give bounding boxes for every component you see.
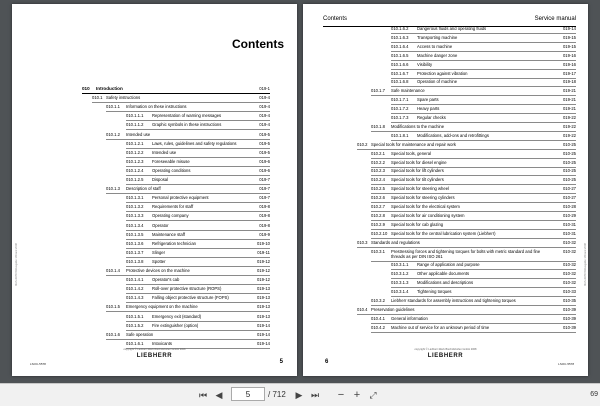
- toc-entry-number: 010.3.1.4: [391, 289, 409, 295]
- toc-entry-title: Special tools for diesel engine: [391, 159, 447, 165]
- toc-entry-number: 010.4: [357, 306, 368, 312]
- toc-entry-title: Spotter: [152, 258, 166, 264]
- toc-entry-page: 019-8: [259, 222, 270, 228]
- toc-entry[interactable]: [357, 142, 576, 150]
- page-number: 6: [325, 359, 329, 365]
- toc-entry-page: 019-10: [256, 240, 270, 246]
- toc-entry-title: Safe operation: [126, 331, 154, 337]
- toc-entry[interactable]: [126, 195, 270, 203]
- toc-entry-page: 019-6: [259, 167, 270, 173]
- toc-entry-page: 019-14: [562, 26, 576, 31]
- toc-entry-title: General information: [391, 315, 428, 321]
- toc-entry-page: 019-16: [562, 61, 576, 67]
- toc-entry-page: 019-13: [256, 286, 270, 292]
- fit-width-icon[interactable]: ⤢: [369, 390, 377, 400]
- toc-entry-number: 010.3.1.2: [391, 271, 409, 277]
- toc-entry[interactable]: [106, 186, 270, 194]
- toc-entry[interactable]: [126, 295, 270, 303]
- toc-entry-page: 019-14: [256, 331, 270, 337]
- toc-entry-title: Special tools for lift cylinders: [391, 168, 444, 174]
- toc-entry-page: 019-21: [562, 97, 576, 103]
- toc-entry-number: 010.3.1.1: [391, 262, 409, 268]
- toc-entry-title: Special tools for steering cylinders: [391, 195, 455, 201]
- toc-entry-page: 019-21: [562, 88, 576, 94]
- toc-entry-title: Intended use: [126, 131, 151, 137]
- toc-entry[interactable]: [371, 124, 576, 132]
- toc-entry-page: 010-25: [562, 159, 576, 165]
- toc-entry-page: 019-5: [259, 131, 270, 137]
- previous-page-icon[interactable]: ◀: [215, 390, 223, 400]
- toc-entry-page: 019-4: [259, 95, 270, 101]
- toc-entry-title: Liebherr standards for assembly instructions and tightening torques: [391, 298, 516, 303]
- toc-entry-page: 010-28: [562, 204, 576, 209]
- toc-entry[interactable]: [391, 44, 576, 52]
- document-code: LSOC-5578: [30, 362, 46, 366]
- toc-entry[interactable]: [371, 231, 576, 239]
- toc-entry[interactable]: [126, 323, 270, 331]
- toc-entry-page: 019-17: [562, 70, 576, 76]
- toc-entry-page: 019-22: [562, 115, 576, 120]
- toc-entry-number: 010.1.7: [371, 88, 385, 94]
- toc-entry-number: 010.1.2.2: [126, 149, 144, 155]
- pdf-page-left: [12, 4, 297, 376]
- toc-entry-page: 010-39: [562, 315, 576, 321]
- toc-entry-title: Protection against vibration: [417, 70, 468, 76]
- side-document-code: MAN-ID/5578/Ausgabe 1/Stand 2008: [15, 243, 18, 286]
- toc-entry[interactable]: [371, 177, 576, 185]
- toc-entry-title: Access to machine: [417, 43, 453, 49]
- toc-entry-number: 010.2: [357, 141, 368, 147]
- toc-entry-number: 010.1.4.3: [126, 295, 144, 301]
- page-number: 5: [279, 359, 283, 365]
- toc-entry-number: 010.1.3.2: [126, 204, 144, 210]
- toc-entry-title: Transporting machine: [417, 34, 458, 40]
- toc-entry[interactable]: [106, 304, 270, 312]
- toc-entry-number: 010.1.4.1: [126, 277, 144, 283]
- toc-entry[interactable]: [371, 222, 576, 230]
- toc-entry[interactable]: [126, 159, 270, 167]
- toc-entry[interactable]: [391, 106, 576, 114]
- toc-entry-title: Special tools for air conditioning system: [391, 212, 465, 218]
- toc-entry-number: 010.4.2: [371, 324, 385, 330]
- toc-entry-title: Intoxicants: [152, 340, 173, 346]
- toc-entry-page: 010-27: [562, 195, 576, 201]
- pdf-page-right: [303, 4, 588, 376]
- toc-entry-page: 019-5: [259, 140, 270, 146]
- toc-entry-number: 010.1.2.4: [126, 167, 144, 173]
- toc-entry-number: 010.1.3.5: [126, 231, 144, 237]
- toc-entry-title: Tightening torques: [417, 289, 452, 295]
- toc-entry-number: 010.2.10: [371, 230, 388, 236]
- zoom-in-icon[interactable]: +: [353, 389, 361, 401]
- toc-entry-page: 019-11: [257, 249, 270, 255]
- toc-entry-number: 010.1.3.8: [126, 258, 144, 264]
- toc-entry-number: 010.1.5.2: [126, 322, 144, 328]
- toc-entry-title: Description of staff: [126, 186, 161, 192]
- toc-entry-page: 019-15: [562, 43, 576, 49]
- toc-entry-page: 019-4: [259, 122, 270, 128]
- toc-entry-page: 010-35: [562, 298, 576, 303]
- toc-entry[interactable]: [371, 298, 576, 306]
- toc-entry[interactable]: [106, 332, 270, 340]
- toc-entry-number: 010.2.8: [371, 212, 385, 218]
- toc-entry[interactable]: [371, 88, 576, 96]
- toc-entry-title: Safety instructions: [106, 95, 141, 101]
- toc-entry-number: 010: [82, 86, 90, 91]
- toc-entry-page: 019-14: [256, 322, 270, 328]
- toc-entry-title: Machine out of service for an unknown period of time: [391, 324, 490, 330]
- toc-entry[interactable]: [391, 35, 576, 43]
- toc-entry-title: Operating conditions: [152, 167, 191, 173]
- toc-entry-page: 019-1: [259, 86, 270, 91]
- toc-entry-number: 010.1.3.1: [126, 195, 144, 201]
- toc-entry-number: 010.1.7.3: [391, 115, 409, 120]
- toc-entry-title: Information on these instructions: [126, 104, 187, 110]
- toc-entry[interactable]: [106, 104, 270, 112]
- toc-entry-title: Range of application and purpose: [417, 262, 480, 268]
- toc-entry[interactable]: [126, 286, 270, 294]
- next-page-icon[interactable]: ▶: [295, 390, 303, 400]
- toc-entry[interactable]: [357, 240, 576, 248]
- toc-entry-number: 010.1.6.8: [391, 79, 409, 85]
- toc-entry-number: 010.2.7: [371, 204, 385, 209]
- toc-entry[interactable]: [371, 249, 576, 262]
- toc-entry-title: Falling object protective structure (FOPS): [152, 295, 229, 301]
- toc-entry-number: 010.1.1.2: [126, 122, 144, 128]
- toc-entry-number: 010.1.6: [106, 331, 120, 337]
- zoom-level[interactable]: 69: [590, 391, 598, 398]
- page-footer: [303, 346, 588, 370]
- toc-entry-title: Personal protective equipment: [152, 195, 209, 201]
- toc-entry-title: Spare parts: [417, 97, 439, 103]
- toc-entry-title: Refrigeration technician: [152, 240, 196, 246]
- toc-entry[interactable]: [126, 177, 270, 185]
- toc-entry[interactable]: [391, 289, 576, 297]
- toc-entry-title: Heavy parts: [417, 106, 440, 112]
- toc-entry[interactable]: [126, 213, 270, 221]
- toc-entry[interactable]: [371, 195, 576, 203]
- toc-entry-title: Fire extinguisher (option): [152, 322, 199, 328]
- page-footer: [12, 346, 297, 370]
- toc-entry-page: 019-18: [562, 79, 576, 85]
- toc-entry-page: 010-39: [562, 306, 576, 312]
- toc-entry[interactable]: [391, 79, 576, 87]
- toc-entry-title: Operator: [152, 222, 169, 228]
- toc-entry[interactable]: [126, 314, 270, 322]
- toc-entry-title: Protective devices on the machine: [126, 268, 190, 273]
- toc-entry-title: Modifications to the machine: [391, 123, 445, 129]
- toc-entry[interactable]: [391, 271, 576, 279]
- toc-entry-number: 010.3.1: [371, 248, 385, 254]
- toc-entry[interactable]: [126, 259, 270, 267]
- toc-entry-page: 019-7: [259, 195, 270, 201]
- toc-entry[interactable]: [391, 97, 576, 105]
- toc-entry-number: 010.1.6.6: [391, 61, 409, 67]
- toc-entry-number: 010.2.3: [371, 168, 385, 174]
- toc-entry-page: 010-27: [562, 186, 576, 192]
- toc-entry[interactable]: [391, 262, 576, 270]
- toc-entry[interactable]: [92, 95, 270, 103]
- toc-entry-page: 019-14: [256, 340, 270, 346]
- toc-entry-page: 019-22: [562, 132, 576, 138]
- toc-entry-page: 010-39: [562, 324, 576, 330]
- toc-entry-number: 010.1.7.1: [391, 97, 409, 103]
- toc-entry-title: Preservation guidelines: [371, 306, 415, 312]
- toc-entry-title: Emergency equipment on the machine: [126, 304, 198, 310]
- toc-entry[interactable]: [126, 204, 270, 212]
- toc-entry-title: Special tools for the central lubrication system (Liebherr): [391, 230, 496, 236]
- toc-entry-number: 010.1.2.1: [126, 140, 144, 146]
- toc-entry-page: 019-4: [259, 113, 270, 119]
- zoom-out-icon[interactable]: −: [337, 389, 345, 401]
- toc-entry[interactable]: [391, 53, 576, 61]
- toc-entry-page: 019-21: [562, 106, 576, 112]
- toc-entry-title: Graphic symbols in these instructions: [152, 122, 222, 128]
- toc-entry-number: 010.3.2: [371, 298, 385, 303]
- toc-entry[interactable]: [126, 141, 270, 149]
- toc-entry-number: 010.1.6.3: [391, 34, 409, 40]
- toc-entry[interactable]: [371, 186, 576, 194]
- page-number-input[interactable]: 5: [231, 387, 265, 401]
- toc-entry-title: Operator's cab: [152, 277, 180, 283]
- toc-entry-page: 010-25: [562, 150, 576, 156]
- toc-entry-number: 010.2.6: [371, 195, 385, 201]
- toc-entry-number: 010.1.5.1: [126, 313, 144, 319]
- side-document-code: MAN-ID/5578/Ausgabe 1/Stand 2008: [584, 243, 587, 286]
- toc-entry-title: Requirements for staff: [152, 204, 194, 210]
- toc-entry-title: Special tools for cab glazing: [391, 221, 444, 227]
- toc-entry-page: 019-7: [259, 186, 270, 192]
- toc-entry[interactable]: [371, 151, 576, 159]
- toc-entry-number: 010.1.2: [106, 131, 120, 137]
- toc-entry-title: Modifications and descriptions: [417, 280, 474, 286]
- document-code: LSOC-5578: [558, 362, 574, 366]
- toc-entry-number: 010.2.9: [371, 221, 385, 227]
- page-title: Contents: [232, 37, 284, 51]
- toc-entry-number: 010.4.1: [371, 315, 385, 321]
- toc-entry-title: Standards and regulations: [371, 239, 420, 245]
- toc-entry-number: 010.1: [92, 95, 103, 101]
- toc-entry[interactable]: [82, 86, 270, 94]
- toc-entry-page: 019-7: [259, 177, 270, 182]
- toc-entry-number: 010.1.2.3: [126, 158, 144, 164]
- toc-entry-page: 019-13: [256, 295, 270, 301]
- last-page-icon[interactable]: ⏭: [310, 390, 320, 400]
- toc-entry-number: 010.1.6.1: [126, 340, 144, 346]
- toc-entry-number: 010.1.6.2: [391, 26, 409, 31]
- toc-entry-page: 010-25: [562, 168, 576, 174]
- toc-entry-page: 019-16: [562, 52, 576, 58]
- toc-entry-page: 010-32: [562, 262, 576, 268]
- viewer-toolbar: [0, 383, 600, 406]
- toc-entry-title: Introduction: [96, 86, 123, 91]
- toc-entry-number: 010.1.4.2: [126, 286, 144, 292]
- toc-entry-title: Special tools, general: [391, 150, 432, 156]
- toc-entry-page: 019-9: [259, 231, 270, 237]
- toc-entry-page: 019-6: [259, 158, 270, 164]
- toc-entry[interactable]: [126, 113, 270, 121]
- toc-entry-number: 010.1.8.1: [391, 132, 409, 138]
- toc-entry-page: 010-32: [562, 248, 576, 254]
- toc-entry[interactable]: [126, 150, 270, 158]
- toc-entry-title: Maintenance staff: [152, 231, 185, 237]
- toc-entry-number: 010.2.4: [371, 177, 385, 183]
- toc-entry[interactable]: [126, 250, 270, 258]
- toc-entry-number: 010.1.2.5: [126, 177, 144, 182]
- toc-entry[interactable]: [126, 168, 270, 176]
- toc-entry-number: 010.1.8: [371, 123, 385, 129]
- toc-entry-page: 019-12: [256, 268, 270, 273]
- toc-entry-number: 010.1.6.5: [391, 52, 409, 58]
- toc-entry-title: Modifications, add-ons and retrofittings: [417, 132, 489, 138]
- toc-entry-title: Special tools for the electrical system: [391, 204, 460, 209]
- toc-entry-page: 019-13: [256, 313, 270, 319]
- toc-entry-page: 010-33: [562, 289, 576, 295]
- toc-entry[interactable]: [391, 133, 576, 141]
- toc-entry-title: Laws, rules, guidelines and safety regulations: [152, 140, 237, 146]
- toc-entry-title: Regular checks: [417, 115, 446, 120]
- toc-entry[interactable]: [371, 325, 576, 333]
- toc-entry-page: 010-32: [562, 239, 576, 245]
- toc-entry-title: Special tools for steering wheel: [391, 186, 449, 192]
- toc-entry-page: 010-31: [562, 230, 576, 236]
- toc-entry-title: Roll-over protective structure (ROPS): [152, 286, 222, 292]
- toc-entry[interactable]: [371, 204, 576, 212]
- toc-entry-title: Representation of warning messages: [152, 113, 222, 119]
- copyright-text: copyright © Liebherr-Werk Bischofshofen GmbH 2008: [414, 348, 477, 351]
- toc-entry[interactable]: [391, 71, 576, 79]
- toc-entry[interactable]: [106, 268, 270, 276]
- toc-entry-number: 010.1.3.3: [126, 213, 144, 219]
- toc-entry-title: Machine danger zone: [417, 52, 458, 58]
- toc-entry-title: Emergency exit (standard): [152, 313, 202, 319]
- toc-entry-page: 019-8: [259, 204, 270, 210]
- toc-entry-page: 019-15: [562, 34, 576, 40]
- toc-entry-number: 010.1.1.1: [126, 113, 144, 119]
- toc-entry-number: 010.1.3.6: [126, 240, 144, 246]
- toc-entry-number: 010.1.4: [106, 268, 120, 273]
- toc-entry-title: Special tools for tilt cylinders: [391, 177, 444, 183]
- copyright-text: copyright © Liebherr-Werk Bischofshofen GmbH 2008: [123, 348, 186, 351]
- toc-entry-page: 019-5: [259, 149, 270, 155]
- toc-entry-page: 019-22: [562, 123, 576, 129]
- first-page-icon[interactable]: ⏮: [198, 390, 208, 400]
- toc-entry-page: 010-25: [562, 141, 576, 147]
- toc-entry[interactable]: [126, 223, 270, 231]
- toc-entry[interactable]: [126, 277, 270, 285]
- total-pages: / 712: [268, 390, 286, 399]
- toc-entry[interactable]: [126, 122, 270, 130]
- toc-entry[interactable]: [357, 307, 576, 315]
- toc-entry-number: 010.2.5: [371, 186, 385, 192]
- header-doc-type: Service manual: [534, 16, 576, 22]
- toc-entry[interactable]: [371, 213, 576, 221]
- toc-entry[interactable]: [371, 316, 576, 324]
- toc-entry-number: 010.2.2: [371, 159, 385, 165]
- toc-entry[interactable]: [126, 232, 270, 240]
- toc-entry-page: 019-4: [259, 104, 270, 110]
- toc-entry-page: 010-25: [562, 177, 576, 183]
- toc-entry-page: 019-12: [256, 258, 270, 264]
- toc-entry-number: 010.1.3.7: [126, 249, 144, 255]
- toc-entry-number: 010.3: [357, 239, 368, 245]
- toc-entry[interactable]: [391, 26, 576, 34]
- toc-entry-number: 010.1.6.7: [391, 70, 409, 76]
- toc-entry-title: Dangerous fluids and operating fluids: [417, 26, 487, 31]
- toc-entry[interactable]: [391, 62, 576, 70]
- toc-entry-title: Special tools for maintenance and repair work: [371, 141, 456, 147]
- liebherr-logo: LIEBHERR: [136, 353, 173, 359]
- toc-entry-title: Slinger: [152, 249, 166, 255]
- toc-entry-page: 010-31: [562, 221, 576, 227]
- toc-entry-number: 010.1.1: [106, 104, 120, 110]
- toc-entry-title: Foreseeable misuse: [152, 158, 190, 164]
- toc-entry[interactable]: [371, 168, 576, 176]
- toc-entry-page: 019-13: [256, 304, 270, 310]
- toc-entry-page: 019-12: [256, 277, 270, 283]
- toc-entry-title: Prestressing forces and tightening torques for bolts with metric standard and fine threads as per DIN ISO 261: [391, 248, 541, 259]
- toc-entry-number: 010.1.7.2: [391, 106, 409, 112]
- toc-entry-number: 010.1.5: [106, 304, 120, 310]
- toc-entry-page: 010-29: [562, 212, 576, 218]
- toc-entry-title: Operation of machine: [417, 79, 458, 85]
- toc-entry[interactable]: [391, 115, 576, 123]
- header-section: Contents: [323, 16, 348, 22]
- toc-entry-title: Intended use: [152, 149, 177, 155]
- toc-entry[interactable]: [106, 132, 270, 140]
- toc-entry-page: 019-8: [259, 213, 270, 219]
- toc-entry-title: Other applicable documents: [417, 271, 470, 277]
- liebherr-logo: LIEBHERR: [427, 353, 464, 359]
- toc-entry-page: 010-32: [562, 271, 576, 277]
- toc-entry-number: 010.1.6.4: [391, 43, 409, 49]
- toc-entry-number: 010.2.1: [371, 150, 385, 156]
- toc-entry[interactable]: [391, 280, 576, 288]
- toc-entry-title: Visibility: [417, 61, 433, 67]
- toc-entry-title: Operating company: [152, 213, 189, 219]
- toc-entry-number: 010.1.3: [106, 186, 120, 192]
- toc-entry-page: 010-32: [562, 280, 576, 286]
- toc-entry-number: 010.3.1.3: [391, 280, 409, 286]
- toc-entry[interactable]: [126, 241, 270, 249]
- toc-entry-title: Safe maintenance: [391, 88, 425, 94]
- toc-entry-number: 010.1.3.4: [126, 222, 144, 228]
- toc-entry[interactable]: [371, 160, 576, 168]
- toc-entry-title: Disposal: [152, 177, 169, 182]
